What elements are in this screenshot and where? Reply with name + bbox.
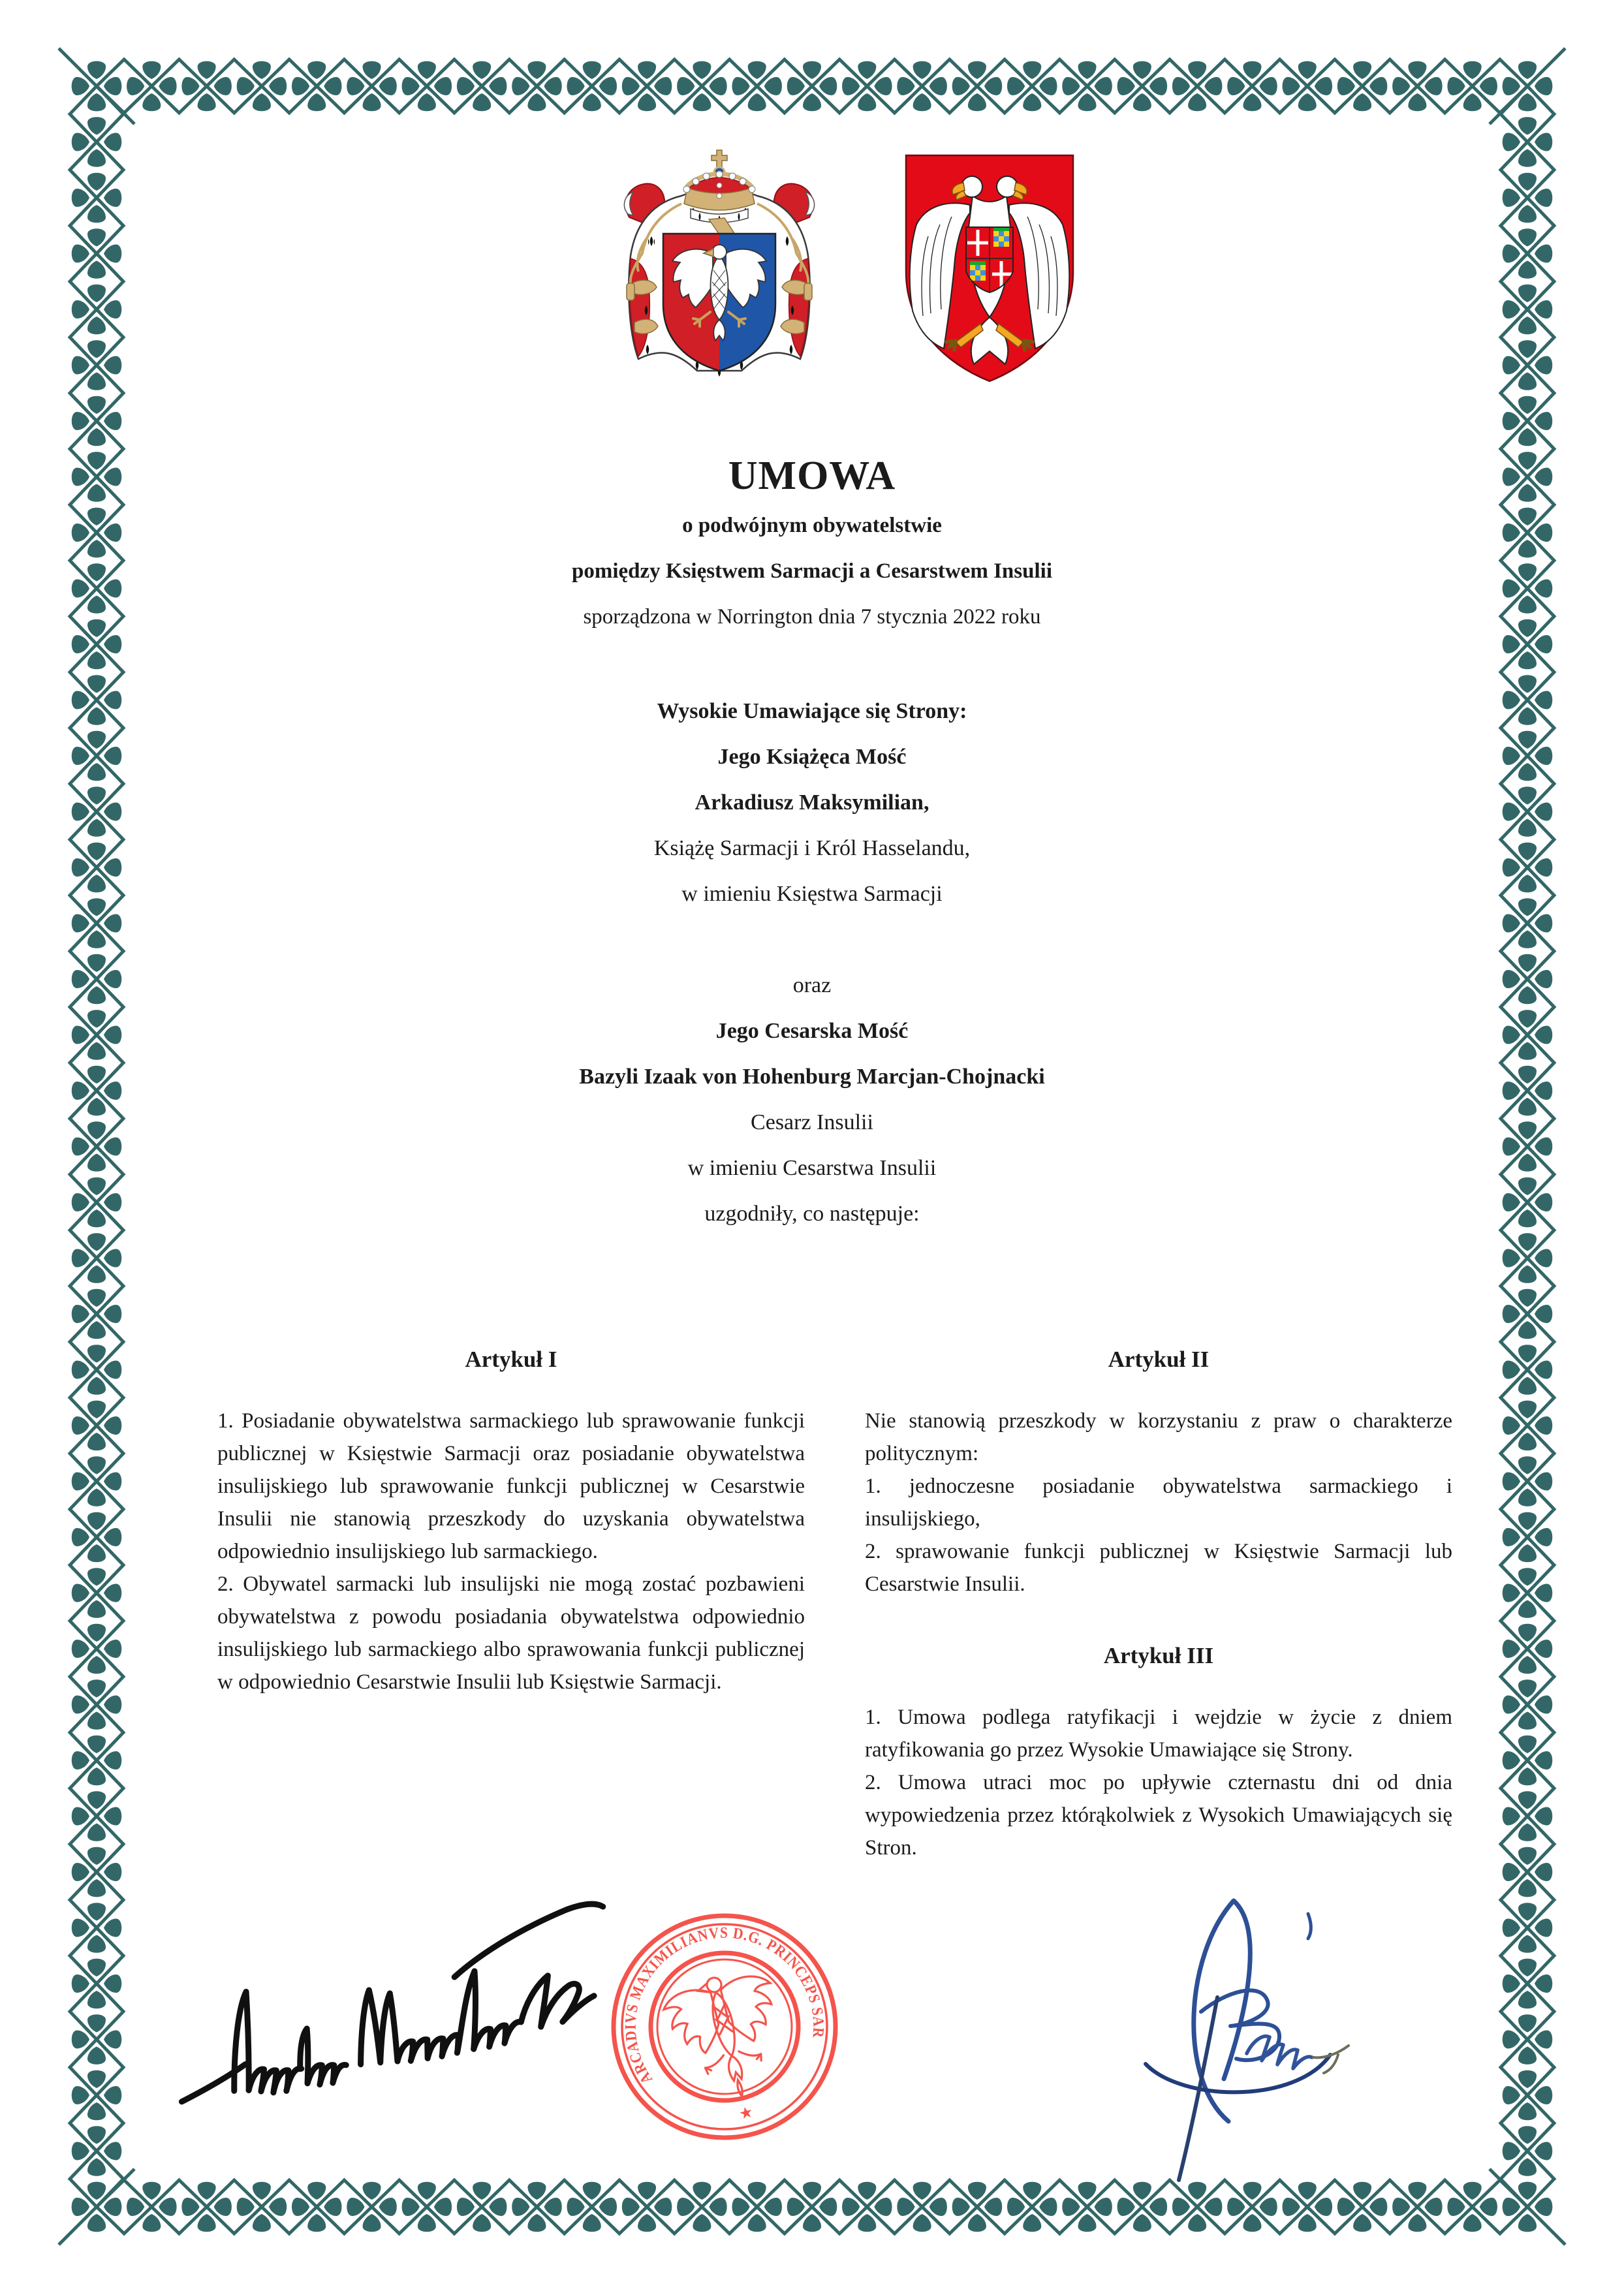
seal-inscription: ARCADIVS MAXIMILIANVS D.G. PRINCEPS SARMATIAE ETC. ETC. — [622, 1924, 827, 2087]
article-1-heading: Artykuł I — [465, 1347, 557, 1372]
article-2-paragraph: 2. sprawowanie funkcji publicznej w Księstwie Sarmacji lub Cesarstwie Insulii. — [865, 1540, 1452, 1596]
article-2-paragraph: Nie stanowią przeszkody w korzystaniu z praw o charakterze politycznym: — [865, 1409, 1452, 1465]
article-1-paragraph: 1. Posiadanie obywatelstwa sarmackiego lub sprawowanie funkcji publicznej w Księstwie Sarmacji oraz posiadanie obywatelstwa insulijskiego lub sprawowanie funkcji publicznej w Cesarstwie Insulii nie stanowią przeszkody do uzyskania obywatelstwa odpowiednio insulijskiego lub sarmackiego. — [217, 1409, 805, 1563]
red-seal — [606, 1908, 843, 2149]
document-place-date: sporządzona w Norrington dnia 7 stycznia 2022 roku — [583, 605, 1041, 629]
article-3-heading: Artykuł III — [1103, 1643, 1214, 1668]
party-a-name: Arkadiusz Maksymilian, — [695, 790, 929, 815]
inescutcheon — [966, 227, 1013, 292]
sarmatia-coat-of-arms — [610, 149, 829, 396]
party-b-style: Cesarz Insulii — [751, 1110, 873, 1134]
title-block — [0, 449, 1624, 640]
document-between: pomiędzy Księstwem Sarmacji a Cesarstwem Insulii — [572, 559, 1052, 583]
coats-of-arms-row — [0, 149, 1624, 396]
articles-right-column — [865, 1343, 1452, 1864]
articles-section — [217, 1343, 1452, 1864]
article-3-paragraph: 1. Umowa podlega ratyfikacji i wejdzie w życie z dniem ratyfikowania go przez Wysokie Umawiające się Strony. — [865, 1706, 1452, 1762]
signature-bazyli-izaak — [1084, 1860, 1423, 2200]
preamble — [0, 689, 1624, 1237]
party-a-style: Książę Sarmacji i Król Hasselandu, — [653, 836, 971, 860]
agreement-clause: uzgodniły, co następuje: — [704, 1202, 920, 1226]
article-3-paragraph: 2. Umowa utraci moc po upływie czternastu dni od dnia wypowiedzenia przez którąkolwiek z Wysokich Umawiających się Stron. — [865, 1771, 1452, 1860]
seal-star-icon: ★ — [737, 2103, 755, 2124]
party-a-behalf: w imieniu Księstwa Sarmacji — [681, 882, 943, 906]
party-b-name: Bazyli Izaak von Hohenburg Marcjan-Chojnacki — [579, 1065, 1045, 1089]
document-subtitle: o podwójnym obywatelstwie — [682, 514, 942, 537]
party-b-title: Jego Cesarska Mość — [715, 1019, 909, 1043]
party-b-behalf: w imieniu Cesarstwa Insulii — [687, 1156, 937, 1180]
articles-left-column — [217, 1343, 805, 1864]
article-2-paragraph: 1. jednoczesne posiadanie obywatelstwa sarmackiego i insulijskiego, — [865, 1474, 1452, 1531]
article-1-paragraph: 2. Obywatel sarmacki lub insulijski nie mogą zostać pozbawieni obywatelstwa z powodu posiadania obywatelstwa odpowiednio insulijskiego lub sarmackiego albo sprawowania funkcji publicznej w odpowiednio Cesarstwie Insulii lub Księstwie Sarmacji. — [217, 1572, 805, 1694]
insulia-coat-of-arms — [892, 149, 1087, 386]
party-a-title: Jego Książęca Mość — [717, 745, 907, 769]
article-2-heading: Artykuł II — [1108, 1347, 1210, 1372]
parties-heading: Wysokie Umawiające się Strony: — [657, 699, 967, 723]
conjunction: oraz — [792, 973, 832, 997]
document-title: UMOWA — [728, 454, 896, 498]
